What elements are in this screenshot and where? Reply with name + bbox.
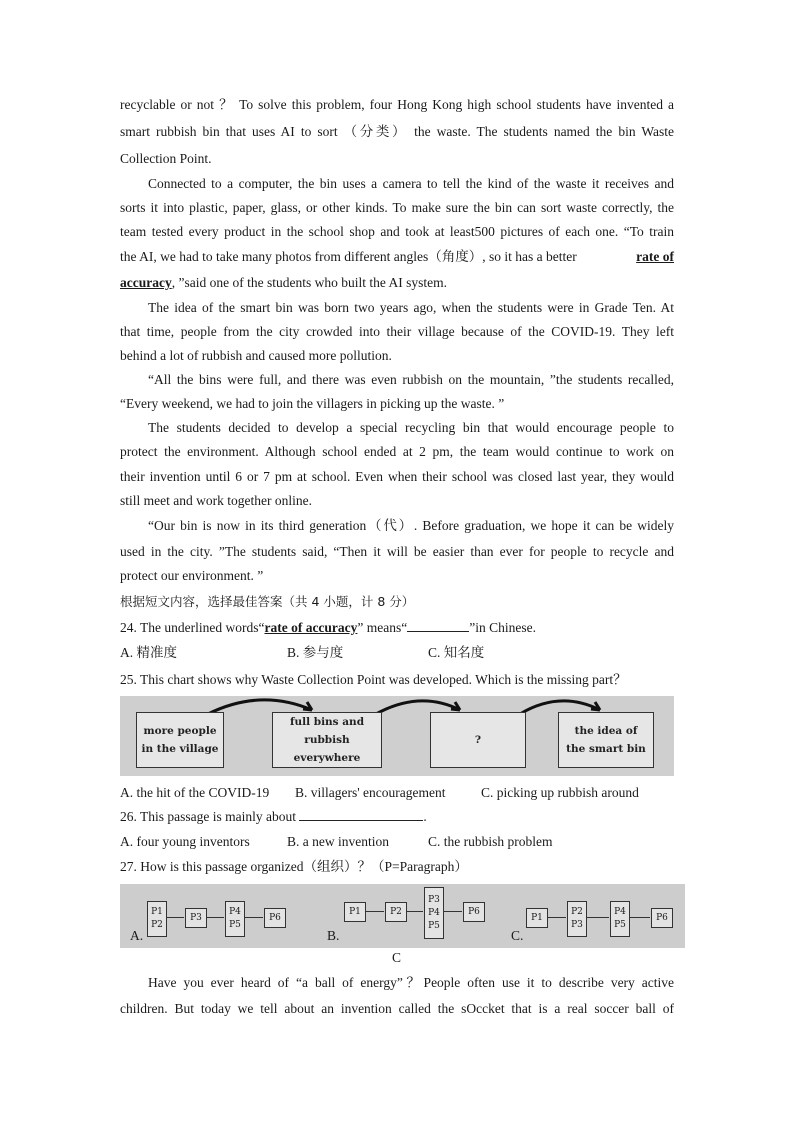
chart-box-text: full bins and <box>289 716 365 728</box>
para-box <box>526 908 548 928</box>
passage-line: “Our bin is now in its third generation（代）. Before graduation, we hope it can be widely <box>148 518 674 533</box>
chart-box-4 <box>558 712 654 768</box>
connector <box>207 917 224 918</box>
chart-box-text: everywhere <box>293 752 361 764</box>
connector <box>167 917 184 918</box>
passage-line: “Every weekend, we had to join the villagers in picking up the waste. ” <box>120 396 505 411</box>
para-box <box>264 908 286 928</box>
para-label: P1 <box>531 912 543 923</box>
q26-text: 26. This passage is mainly about <box>120 809 296 824</box>
passage-line: The students decided to develop a special recycling bin that would encourage people to <box>148 420 674 435</box>
passage-line <box>120 249 674 265</box>
connector <box>548 917 566 918</box>
question-26-stem <box>120 809 674 825</box>
q26-option-a: A. four young inventors <box>120 834 250 849</box>
para-label: P3 <box>428 894 440 905</box>
para-box <box>147 901 167 937</box>
q24-option-c: C. 知名度 <box>428 645 485 660</box>
para-label: P2 <box>151 920 163 930</box>
organization-diagram <box>120 884 685 948</box>
connector <box>630 917 650 918</box>
q26-option-b: B. a new invention <box>287 834 389 849</box>
connector <box>444 911 462 912</box>
chart-box-1 <box>136 712 224 768</box>
cause-chart <box>120 696 674 776</box>
question-27-stem: 27. How is this passage organized（组织）？（P=Paragraph） <box>120 859 468 874</box>
passage-line: “All the bins were full, and there was even rubbish on the mountain, ”the students recalled, <box>148 372 674 387</box>
answer-blank <box>299 820 423 821</box>
para-label: P2 <box>390 906 402 917</box>
answer-blank <box>407 631 469 632</box>
para-label: P3 <box>190 912 202 923</box>
chart-box-text: the idea of <box>574 725 638 737</box>
para-label: P1 <box>151 907 163 917</box>
q24-text: 24. The underlined words“ <box>120 620 265 635</box>
passage-line <box>120 275 674 291</box>
passage-line: protect the environment. Although school ended at 2 pm, the team would continue to work on <box>120 444 674 459</box>
chart-box-text: more people <box>143 725 217 737</box>
chart-box-text: ? <box>474 734 482 746</box>
diagram-label-a: A. <box>130 928 144 943</box>
para-box <box>225 901 245 937</box>
para-box <box>344 902 366 922</box>
para-label: P4 <box>614 907 626 917</box>
q26-text: . <box>423 809 427 824</box>
q25-option-b: B. villagers' encouragement <box>295 785 446 800</box>
q24-underlined: rate of accuracy <box>264 620 358 635</box>
chart-box-2 <box>272 712 382 768</box>
passage-line: their invention until 6 or 7 pm at school. Even when their school was closed last year, they would <box>120 469 674 484</box>
connector <box>366 911 384 912</box>
passage-line: behind a lot of rubbish and caused more pollution. <box>120 348 392 363</box>
passage-line: smart rubbish bin that uses AI to sort （分类） the waste. The students named the bin Waste <box>120 124 674 139</box>
passage-line: The idea of the smart bin was born two years ago, when the students were in Grade Ten. At <box>148 300 674 315</box>
q25-option-a: A. the hit of the COVID-19 <box>120 785 270 800</box>
passage-line: used in the city. ”The students said, “Then it will be easier than ever for people to recycle and <box>120 544 674 559</box>
chart-box-text: in the village <box>141 743 219 755</box>
answer-mark: C <box>392 950 402 965</box>
para-label: P6 <box>656 912 668 923</box>
para-box <box>610 901 630 937</box>
chart-box-missing <box>430 712 526 768</box>
para-label: P5 <box>229 920 241 930</box>
q24-text: ”in Chinese. <box>469 620 537 635</box>
underlined-phrase: rate of <box>636 249 674 264</box>
passage-line: still meet and work together online. <box>120 493 312 508</box>
passage-text: , ”said one of the students who built the AI system. <box>171 275 447 290</box>
question-25-stem: 25. This chart shows why Waste Collection Point was developed. Which is the missing part？ <box>120 672 627 687</box>
q24-option-b: B. 参与度 <box>287 645 344 660</box>
para-label: P5 <box>614 920 626 930</box>
para-label: P1 <box>349 906 361 917</box>
para-label: P6 <box>269 912 281 923</box>
passage-line: Have you ever heard of “a ball of energy”？People often use it to describe very active <box>148 975 674 990</box>
passage-line: sorts it into plastic, paper, glass, or other kinds. To make sure the bin can sort waste correctly, the <box>120 200 674 215</box>
passage-line: children. But today we tell about an invention called the sOccket that is a real soccer ball of <box>120 1001 674 1016</box>
diagram-label-c: C. <box>511 928 524 943</box>
para-label: P6 <box>468 906 480 917</box>
para-box <box>567 901 587 937</box>
question-24-stem <box>120 620 674 636</box>
passage-line: that time, people from the city crowded into their village because of the COVID-19. They left <box>120 324 674 339</box>
para-label: P3 <box>571 920 583 930</box>
connector <box>245 917 263 918</box>
passage-line: team tested every product in the school shop and took at least500 pictures of each one. “To train <box>120 224 674 239</box>
diagram-label-b: B. <box>327 928 340 943</box>
para-box <box>185 908 207 928</box>
para-label: P4 <box>229 907 241 917</box>
q26-option-c: C. the rubbish problem <box>428 834 553 849</box>
para-box <box>385 902 407 922</box>
passage-line: Collection Point. <box>120 151 212 166</box>
q24-option-a: A. 精准度 <box>120 645 177 660</box>
para-box <box>463 902 485 922</box>
para-label: P5 <box>428 920 440 931</box>
para-box <box>651 908 673 928</box>
connector <box>587 917 609 918</box>
passage-line: Connected to a computer, the bin uses a camera to tell the kind of the waste it receives and <box>148 176 674 191</box>
q24-text: ” means“ <box>357 620 408 635</box>
chart-box-text: rubbish <box>304 734 350 746</box>
passage-line: recyclable or not ？ To solve this problem, four Hong Kong high school students have invented a <box>120 97 674 112</box>
underlined-phrase: accuracy <box>120 275 172 290</box>
section-instructions: 根据短文内容，选择最佳答案（共 4 小题，计 8 分） <box>120 594 415 609</box>
connector <box>407 911 423 912</box>
para-box <box>424 887 444 939</box>
q25-option-c: C. picking up rubbish around <box>481 785 639 800</box>
chart-box-text: the smart bin <box>566 743 646 755</box>
passage-line: protect our environment. ” <box>120 568 264 583</box>
passage-text: the AI, we had to take many photos from different angles（角度）, so it has a better <box>120 249 577 264</box>
para-label: P4 <box>428 907 440 918</box>
para-label: P2 <box>571 907 583 917</box>
